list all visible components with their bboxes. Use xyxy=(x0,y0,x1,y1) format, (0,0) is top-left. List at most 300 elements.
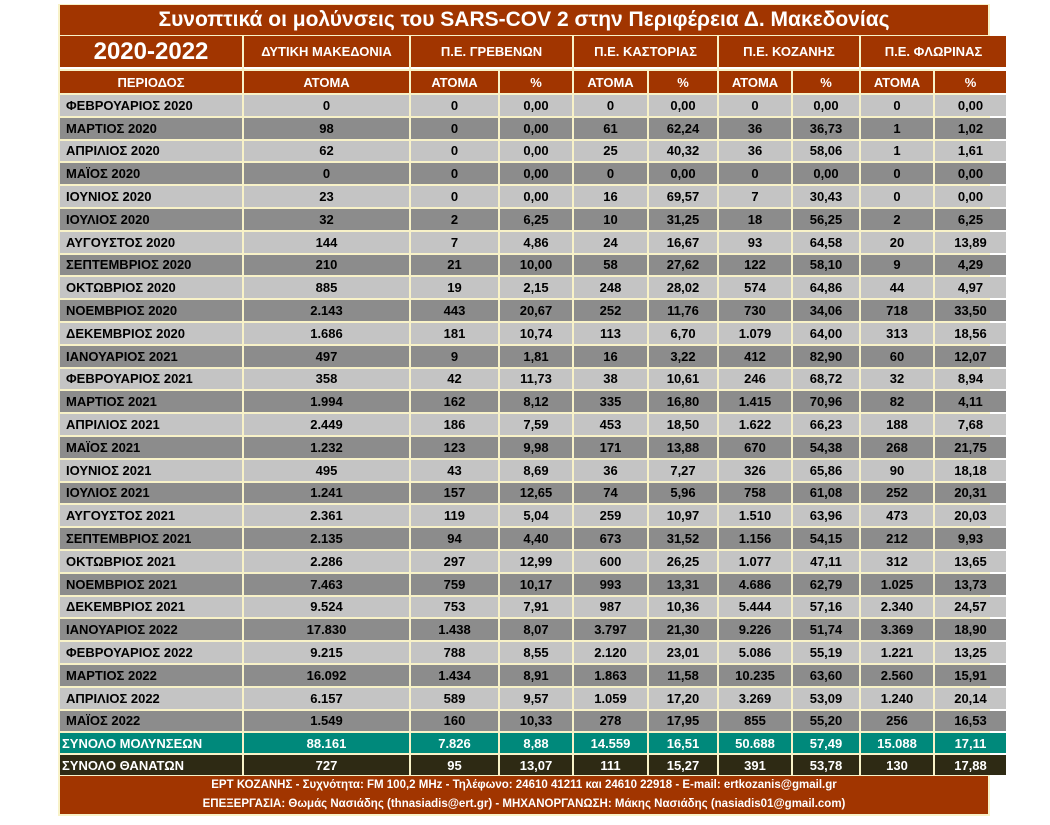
table-row xyxy=(60,665,1006,686)
people-cell: 16 xyxy=(574,346,647,367)
people-header: ΑΤΟΜΑ xyxy=(719,71,791,93)
percent-cell: 13,65 xyxy=(935,551,1006,572)
people-cell: 1.434 xyxy=(411,665,498,686)
period-cell: ΔΕΚΕΜΒΡΙΟΣ 2020 xyxy=(60,323,242,344)
table-row xyxy=(60,391,1006,412)
people-cell: 589 xyxy=(411,688,498,709)
percent-cell: 6,25 xyxy=(935,209,1006,230)
table-row xyxy=(60,186,1006,207)
people-cell: 32 xyxy=(861,369,933,390)
percent-cell: 53,09 xyxy=(793,688,859,709)
percent-cell: 11,76 xyxy=(649,300,717,321)
percent-cell: 17,95 xyxy=(649,711,717,732)
percent-cell: 5,96 xyxy=(649,483,717,504)
percent-cell: 36,73 xyxy=(793,118,859,139)
period-cell: ΦΕΒΡΟΥΑΡΙΟΣ 2020 xyxy=(60,95,242,116)
percent-cell: 13,25 xyxy=(935,642,1006,663)
percent-cell: 5,04 xyxy=(500,505,572,526)
table-row xyxy=(60,141,1006,162)
percent-cell: 9,98 xyxy=(500,437,572,458)
percent-cell: 0,00 xyxy=(500,186,572,207)
percent-cell: 18,50 xyxy=(649,414,717,435)
people-cell: 1.240 xyxy=(861,688,933,709)
percent-cell: 62,79 xyxy=(793,574,859,595)
total-cell: 57,49 xyxy=(793,733,859,753)
people-cell: 0 xyxy=(719,95,791,116)
people-cell: 759 xyxy=(411,574,498,595)
total-deaths-label: ΣΥΝΟΛΟ ΘΑΝΑΤΩΝ xyxy=(60,755,242,775)
people-cell: 58 xyxy=(574,255,647,276)
percent-cell: 10,97 xyxy=(649,505,717,526)
people-cell: 0 xyxy=(861,163,933,184)
people-cell: 162 xyxy=(411,391,498,412)
people-cell: 495 xyxy=(244,460,409,481)
region-grevena: Π.Ε. ΓΡΕΒΕΝΩΝ xyxy=(411,36,572,69)
total-cell: 14.559 xyxy=(574,733,647,753)
percent-cell: 8,07 xyxy=(500,619,572,640)
people-cell: 36 xyxy=(719,141,791,162)
percent-cell: 40,32 xyxy=(649,141,717,162)
percent-cell: 1,81 xyxy=(500,346,572,367)
period-cell: ΑΠΡΙΛΙΟΣ 2020 xyxy=(60,141,242,162)
people-cell: 171 xyxy=(574,437,647,458)
percent-cell: 4,97 xyxy=(935,277,1006,298)
people-cell: 9.226 xyxy=(719,619,791,640)
people-cell: 3.797 xyxy=(574,619,647,640)
table-row xyxy=(60,323,1006,344)
percent-cell: 56,25 xyxy=(793,209,859,230)
percent-header: % xyxy=(935,71,1006,93)
percent-cell: 3,22 xyxy=(649,346,717,367)
people-cell: 252 xyxy=(574,300,647,321)
percent-cell: 24,57 xyxy=(935,597,1006,618)
period-cell: ΙΟΥΝΙΟΣ 2020 xyxy=(60,186,242,207)
covid-table xyxy=(58,34,1008,777)
people-cell: 82 xyxy=(861,391,933,412)
period-cell: ΜΑΡΤΙΟΣ 2022 xyxy=(60,665,242,686)
percent-cell: 30,43 xyxy=(793,186,859,207)
people-cell: 119 xyxy=(411,505,498,526)
period-cell: ΟΚΤΩΒΡΙΟΣ 2020 xyxy=(60,277,242,298)
people-cell: 753 xyxy=(411,597,498,618)
percent-cell: 20,14 xyxy=(935,688,1006,709)
percent-cell: 27,62 xyxy=(649,255,717,276)
people-cell: 44 xyxy=(861,277,933,298)
percent-cell: 13,88 xyxy=(649,437,717,458)
people-cell: 0 xyxy=(411,186,498,207)
people-cell: 9.215 xyxy=(244,642,409,663)
people-cell: 2.560 xyxy=(861,665,933,686)
percent-cell: 10,17 xyxy=(500,574,572,595)
percent-cell: 7,91 xyxy=(500,597,572,618)
people-cell: 1.241 xyxy=(244,483,409,504)
people-cell: 1.686 xyxy=(244,323,409,344)
region-header-row xyxy=(60,36,1006,69)
people-cell: 0 xyxy=(411,163,498,184)
people-cell: 297 xyxy=(411,551,498,572)
percent-cell: 7,27 xyxy=(649,460,717,481)
table-row xyxy=(60,414,1006,435)
people-cell: 60 xyxy=(861,346,933,367)
percent-cell: 12,99 xyxy=(500,551,572,572)
percent-cell: 69,57 xyxy=(649,186,717,207)
people-cell: 98 xyxy=(244,118,409,139)
table-row xyxy=(60,346,1006,367)
period-cell: ΦΕΒΡΟΥΑΡΙΟΣ 2022 xyxy=(60,642,242,663)
percent-cell: 55,20 xyxy=(793,711,859,732)
people-cell: 90 xyxy=(861,460,933,481)
people-cell: 673 xyxy=(574,528,647,549)
people-cell: 5.444 xyxy=(719,597,791,618)
table-row xyxy=(60,642,1006,663)
region-west-macedonia: ΔΥΤΙΚΗ ΜΑΚΕΔΟΝΙΑ xyxy=(244,36,409,69)
people-cell: 7.463 xyxy=(244,574,409,595)
period-cell: ΑΠΡΙΛΙΟΣ 2022 xyxy=(60,688,242,709)
people-cell: 16.092 xyxy=(244,665,409,686)
people-cell: 335 xyxy=(574,391,647,412)
percent-cell: 0,00 xyxy=(500,118,572,139)
people-cell: 2.135 xyxy=(244,528,409,549)
people-cell: 36 xyxy=(719,118,791,139)
percent-cell: 1,61 xyxy=(935,141,1006,162)
total-cell: 17,88 xyxy=(935,755,1006,775)
period-cell: ΝΟΕΜΒΡΙΟΣ 2020 xyxy=(60,300,242,321)
total-cell: 8,88 xyxy=(500,733,572,753)
people-cell: 1.059 xyxy=(574,688,647,709)
people-cell: 718 xyxy=(861,300,933,321)
people-cell: 10.235 xyxy=(719,665,791,686)
table-row xyxy=(60,209,1006,230)
percent-cell: 61,08 xyxy=(793,483,859,504)
percent-cell: 0,00 xyxy=(649,95,717,116)
people-cell: 993 xyxy=(574,574,647,595)
percent-cell: 16,80 xyxy=(649,391,717,412)
percent-cell: 34,06 xyxy=(793,300,859,321)
people-cell: 1 xyxy=(861,118,933,139)
people-cell: 758 xyxy=(719,483,791,504)
people-cell: 312 xyxy=(861,551,933,572)
people-cell: 326 xyxy=(719,460,791,481)
people-header: ΑΤΟΜΑ xyxy=(861,71,933,93)
footer-credits-line: ΕΠΕΞΕΡΓΑΣΙΑ: Θωμάς Νασιάδης (thnasiadis@ert.gr) - ΜΗΧΑΝΟΡΓΑΝΩΣΗ: Μάκης Νασιάδης (nasiadis01@gmail.com) xyxy=(202,798,846,810)
people-cell: 9 xyxy=(861,255,933,276)
footer-contact-line: ΕΡΤ ΚΟΖΑΝΗΣ - Συχνότητα: FM 100,2 MHz - Τηλέφωνο: 24610 41211 και 24610 22918 - E-mail: ertkozanis@gmail.gr xyxy=(211,779,837,791)
percent-cell: 18,56 xyxy=(935,323,1006,344)
table-row xyxy=(60,688,1006,709)
percent-cell: 2,15 xyxy=(500,277,572,298)
percent-cell: 10,61 xyxy=(649,369,717,390)
people-cell: 2.361 xyxy=(244,505,409,526)
period-cell: ΣΕΠΤΕΜΒΡΙΟΣ 2021 xyxy=(60,528,242,549)
region-kozani: Π.Ε. ΚΟΖΑΝΗΣ xyxy=(719,36,859,69)
table-row xyxy=(60,437,1006,458)
people-cell: 0 xyxy=(244,95,409,116)
percent-cell: 7,68 xyxy=(935,414,1006,435)
table-row xyxy=(60,232,1006,253)
people-cell: 2.143 xyxy=(244,300,409,321)
total-cell: 15,27 xyxy=(649,755,717,775)
people-cell: 3.369 xyxy=(861,619,933,640)
period-cell: ΟΚΤΩΒΡΙΟΣ 2021 xyxy=(60,551,242,572)
total-cell: 13,07 xyxy=(500,755,572,775)
period-cell: ΙΑΝΟΥΑΡΙΟΣ 2021 xyxy=(60,346,242,367)
people-cell: 24 xyxy=(574,232,647,253)
people-cell: 259 xyxy=(574,505,647,526)
people-cell: 2.120 xyxy=(574,642,647,663)
people-cell: 181 xyxy=(411,323,498,344)
people-cell: 186 xyxy=(411,414,498,435)
table-row xyxy=(60,300,1006,321)
percent-cell: 65,86 xyxy=(793,460,859,481)
percent-cell: 0,00 xyxy=(935,186,1006,207)
table-row xyxy=(60,460,1006,481)
people-cell: 2.449 xyxy=(244,414,409,435)
people-cell: 62 xyxy=(244,141,409,162)
table-row xyxy=(60,369,1006,390)
percent-cell: 4,29 xyxy=(935,255,1006,276)
people-cell: 497 xyxy=(244,346,409,367)
table-row xyxy=(60,95,1006,116)
percent-cell: 31,52 xyxy=(649,528,717,549)
people-cell: 1.438 xyxy=(411,619,498,640)
people-cell: 1.156 xyxy=(719,528,791,549)
total-cell: 95 xyxy=(411,755,498,775)
region-kastoria: Π.Ε. ΚΑΣΤΟΡΙΑΣ xyxy=(574,36,717,69)
percent-cell: 18,90 xyxy=(935,619,1006,640)
percent-cell: 63,96 xyxy=(793,505,859,526)
people-cell: 1.415 xyxy=(719,391,791,412)
people-cell: 885 xyxy=(244,277,409,298)
people-cell: 0 xyxy=(244,163,409,184)
total-cell: 15.088 xyxy=(861,733,933,753)
percent-cell: 0,00 xyxy=(793,95,859,116)
period-cell: ΙΑΝΟΥΑΡΙΟΣ 2022 xyxy=(60,619,242,640)
people-cell: 212 xyxy=(861,528,933,549)
period-cell: ΦΕΒΡΟΥΑΡΙΟΣ 2021 xyxy=(60,369,242,390)
percent-cell: 11,58 xyxy=(649,665,717,686)
period-cell: ΙΟΥΛΙΟΣ 2021 xyxy=(60,483,242,504)
total-deaths-row xyxy=(60,755,1006,775)
total-cell: 16,51 xyxy=(649,733,717,753)
people-header: ΑΤΟΜΑ xyxy=(411,71,498,93)
total-cell: 88.161 xyxy=(244,733,409,753)
percent-header: % xyxy=(500,71,572,93)
percent-cell: 0,00 xyxy=(500,95,572,116)
period-cell: ΙΟΥΝΙΟΣ 2021 xyxy=(60,460,242,481)
percent-cell: 6,70 xyxy=(649,323,717,344)
people-cell: 23 xyxy=(244,186,409,207)
people-cell: 2.340 xyxy=(861,597,933,618)
people-cell: 5.086 xyxy=(719,642,791,663)
table-row xyxy=(60,255,1006,276)
people-cell: 9.524 xyxy=(244,597,409,618)
people-cell: 1.863 xyxy=(574,665,647,686)
percent-cell: 0,00 xyxy=(935,163,1006,184)
percent-cell: 13,89 xyxy=(935,232,1006,253)
percent-cell: 10,36 xyxy=(649,597,717,618)
people-cell: 473 xyxy=(861,505,933,526)
period-cell: ΜΑΡΤΙΟΣ 2021 xyxy=(60,391,242,412)
people-cell: 3.269 xyxy=(719,688,791,709)
percent-cell: 13,73 xyxy=(935,574,1006,595)
people-cell: 246 xyxy=(719,369,791,390)
people-header: ΑΤΟΜΑ xyxy=(244,71,409,93)
percent-cell: 20,31 xyxy=(935,483,1006,504)
people-cell: 160 xyxy=(411,711,498,732)
percent-cell: 21,30 xyxy=(649,619,717,640)
people-cell: 0 xyxy=(574,163,647,184)
percent-cell: 23,01 xyxy=(649,642,717,663)
people-cell: 1.079 xyxy=(719,323,791,344)
people-cell: 7 xyxy=(719,186,791,207)
percent-cell: 64,00 xyxy=(793,323,859,344)
people-cell: 16 xyxy=(574,186,647,207)
people-cell: 6.157 xyxy=(244,688,409,709)
percent-header: % xyxy=(649,71,717,93)
people-cell: 113 xyxy=(574,323,647,344)
region-florina: Π.Ε. ΦΛΩΡΙΝΑΣ xyxy=(861,36,1006,69)
percent-cell: 68,72 xyxy=(793,369,859,390)
percent-cell: 55,19 xyxy=(793,642,859,663)
people-cell: 20 xyxy=(861,232,933,253)
table-row xyxy=(60,619,1006,640)
people-cell: 1.510 xyxy=(719,505,791,526)
people-cell: 25 xyxy=(574,141,647,162)
people-cell: 38 xyxy=(574,369,647,390)
total-cell: 53,78 xyxy=(793,755,859,775)
people-cell: 93 xyxy=(719,232,791,253)
percent-cell: 28,02 xyxy=(649,277,717,298)
table-row xyxy=(60,551,1006,572)
column-header-row xyxy=(60,71,1006,93)
percent-cell: 58,06 xyxy=(793,141,859,162)
period-cell: ΑΥΓΟΥΣΤΟΣ 2021 xyxy=(60,505,242,526)
people-cell: 0 xyxy=(411,118,498,139)
total-cell: 391 xyxy=(719,755,791,775)
people-cell: 1.549 xyxy=(244,711,409,732)
people-header: ΑΤΟΜΑ xyxy=(574,71,647,93)
percent-cell: 11,73 xyxy=(500,369,572,390)
percent-cell: 18,18 xyxy=(935,460,1006,481)
people-cell: 313 xyxy=(861,323,933,344)
table-row xyxy=(60,711,1006,732)
people-cell: 0 xyxy=(574,95,647,116)
percent-cell: 64,58 xyxy=(793,232,859,253)
percent-cell: 13,31 xyxy=(649,574,717,595)
period-cell: ΜΑΡΤΙΟΣ 2020 xyxy=(60,118,242,139)
page-title: Συνοπτικά οι μολύνσεις του SARS-COV 2 στην Περιφέρεια Δ. Μακεδονίας xyxy=(60,5,988,35)
table-row xyxy=(60,118,1006,139)
people-cell: 1.077 xyxy=(719,551,791,572)
percent-cell: 1,02 xyxy=(935,118,1006,139)
table-row xyxy=(60,574,1006,595)
period-cell: ΝΟΕΜΒΡΙΟΣ 2021 xyxy=(60,574,242,595)
percent-cell: 58,10 xyxy=(793,255,859,276)
percent-cell: 9,93 xyxy=(935,528,1006,549)
percent-header: % xyxy=(793,71,859,93)
percent-cell: 8,55 xyxy=(500,642,572,663)
table-row xyxy=(60,483,1006,504)
percent-cell: 8,12 xyxy=(500,391,572,412)
period-cell: ΣΕΠΤΕΜΒΡΙΟΣ 2020 xyxy=(60,255,242,276)
percent-cell: 66,23 xyxy=(793,414,859,435)
people-cell: 1.994 xyxy=(244,391,409,412)
percent-cell: 63,60 xyxy=(793,665,859,686)
percent-cell: 54,15 xyxy=(793,528,859,549)
people-cell: 10 xyxy=(574,209,647,230)
table-row xyxy=(60,597,1006,618)
percent-cell: 70,96 xyxy=(793,391,859,412)
percent-cell: 12,07 xyxy=(935,346,1006,367)
people-cell: 122 xyxy=(719,255,791,276)
percent-cell: 0,00 xyxy=(500,141,572,162)
percent-cell: 0,00 xyxy=(500,163,572,184)
people-cell: 17.830 xyxy=(244,619,409,640)
people-cell: 36 xyxy=(574,460,647,481)
percent-cell: 20,03 xyxy=(935,505,1006,526)
people-cell: 1.232 xyxy=(244,437,409,458)
people-cell: 730 xyxy=(719,300,791,321)
percent-cell: 82,90 xyxy=(793,346,859,367)
people-cell: 188 xyxy=(861,414,933,435)
people-cell: 574 xyxy=(719,277,791,298)
table-row xyxy=(60,505,1006,526)
period-cell: ΜΑΪΟΣ 2020 xyxy=(60,163,242,184)
total-infections-label: ΣΥΝΟΛΟ ΜΟΛΥΝΣΕΩΝ xyxy=(60,733,242,753)
people-cell: 600 xyxy=(574,551,647,572)
people-cell: 7 xyxy=(411,232,498,253)
people-cell: 1.025 xyxy=(861,574,933,595)
percent-cell: 12,65 xyxy=(500,483,572,504)
people-cell: 2 xyxy=(861,209,933,230)
period-cell: ΑΠΡΙΛΙΟΣ 2021 xyxy=(60,414,242,435)
percent-cell: 9,57 xyxy=(500,688,572,709)
people-cell: 855 xyxy=(719,711,791,732)
percent-cell: 0,00 xyxy=(649,163,717,184)
period-cell: ΔΕΚΕΜΒΡΙΟΣ 2021 xyxy=(60,597,242,618)
people-cell: 248 xyxy=(574,277,647,298)
percent-cell: 51,74 xyxy=(793,619,859,640)
people-cell: 0 xyxy=(861,186,933,207)
percent-cell: 62,24 xyxy=(649,118,717,139)
people-cell: 987 xyxy=(574,597,647,618)
total-cell: 111 xyxy=(574,755,647,775)
percent-cell: 31,25 xyxy=(649,209,717,230)
people-cell: 252 xyxy=(861,483,933,504)
people-cell: 0 xyxy=(719,163,791,184)
percent-cell: 54,38 xyxy=(793,437,859,458)
people-cell: 210 xyxy=(244,255,409,276)
people-cell: 2.286 xyxy=(244,551,409,572)
period-header: ΠΕΡΙΟΔΟΣ xyxy=(60,71,242,93)
percent-cell: 64,86 xyxy=(793,277,859,298)
percent-cell: 6,25 xyxy=(500,209,572,230)
people-cell: 443 xyxy=(411,300,498,321)
table-row xyxy=(60,163,1006,184)
percent-cell: 8,91 xyxy=(500,665,572,686)
percent-cell: 7,59 xyxy=(500,414,572,435)
table-body xyxy=(60,95,1006,731)
percent-cell: 16,53 xyxy=(935,711,1006,732)
percent-cell: 57,16 xyxy=(793,597,859,618)
percent-cell: 26,25 xyxy=(649,551,717,572)
footer xyxy=(60,776,988,814)
percent-cell: 10,74 xyxy=(500,323,572,344)
people-cell: 157 xyxy=(411,483,498,504)
people-cell: 256 xyxy=(861,711,933,732)
people-cell: 788 xyxy=(411,642,498,663)
people-cell: 32 xyxy=(244,209,409,230)
